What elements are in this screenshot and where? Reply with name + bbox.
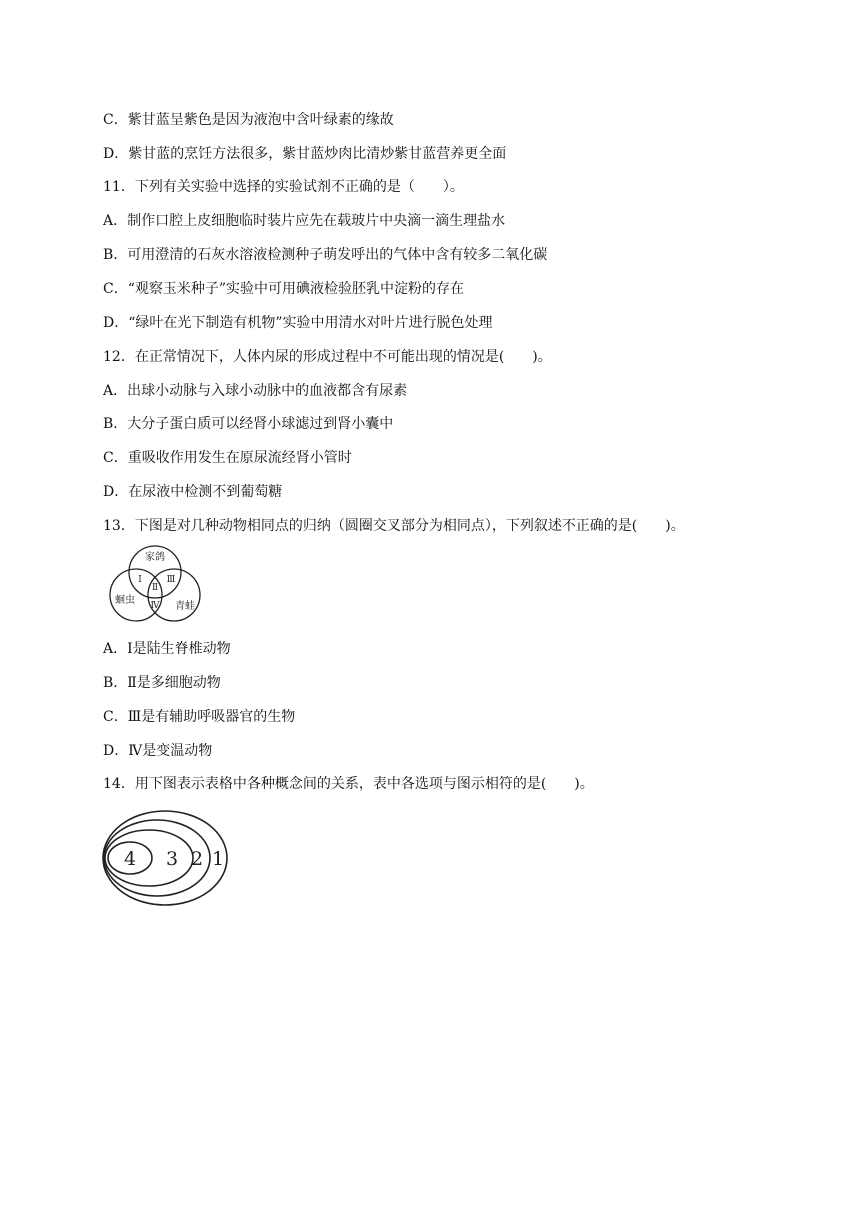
nested-label-1: 1: [211, 848, 225, 870]
question-14-stem: 14．用下图表示表格中各种概念间的关系，表中各选项与图示相符的是( )。: [103, 776, 594, 792]
venn-region-1: Ⅰ: [138, 575, 142, 585]
question-13-option-d: D．Ⅳ是变温动物: [103, 743, 213, 759]
nested-concept-diagram: [101, 808, 231, 908]
question-13-option-a: A．Ⅰ是陆生脊椎动物: [103, 641, 231, 657]
question-13-option-c: C．Ⅲ是有辅助呼吸器官的生物: [103, 709, 296, 725]
question-12-option-c: C．重吸收作用发生在原尿流经肾小管时: [103, 450, 352, 466]
question-11-option-c: C．“观察玉米种子”实验中可用碘液检验胚乳中淀粉的存在: [103, 281, 465, 297]
question-10-option-c: C．紫甘蓝呈紫色是因为液泡中含叶绿素的缘故: [103, 112, 394, 128]
question-11-option-d: D．“绿叶在光下制造有机物”实验中用清水对叶片进行脱色处理: [103, 315, 493, 331]
nested-label-2: 2: [190, 848, 204, 870]
question-12-stem: 12．在正常情况下，人体内尿的形成过程中不可能出现的情况是( )。: [103, 349, 552, 365]
question-11-stem: 11．下列有关实验中选择的实验试剂不正确的是（ ）。: [103, 179, 464, 195]
venn-label-roundworm: 蛔虫: [115, 595, 135, 606]
question-12-option-a: A．出球小动脉与入球小动脉中的血液都含有尿素: [103, 383, 408, 399]
question-10-option-d: D．紫甘蓝的烹饪方法很多，紫甘蓝炒肉比清炒紫甘蓝营养更全面: [103, 146, 507, 162]
nested-label-4: 4: [123, 848, 137, 870]
question-12-option-d: D．在尿液中检测不到葡萄糖: [103, 484, 283, 500]
nested-label-3: 3: [165, 848, 179, 870]
venn-label-frog: 青蛙: [175, 601, 195, 612]
venn-region-4: Ⅳ: [150, 601, 160, 611]
venn-region-2: Ⅱ: [151, 583, 159, 593]
venn-region-3: Ⅲ: [166, 575, 176, 585]
question-11-option-b: B．可用澄清的石灰水溶液检测种子萌发呼出的气体中含有较多二氧化碳: [103, 247, 548, 263]
venn-diagram: [103, 542, 203, 622]
venn-label-pigeon: 家鸽: [145, 552, 165, 563]
nested-ellipse-3: [105, 830, 193, 886]
question-13-option-b: B．Ⅱ是多细胞动物: [103, 675, 221, 691]
question-13-stem: 13．下图是对几种动物相同点的归纳（圆圈交叉部分为相同点），下列叙述不正确的是( )。: [103, 518, 685, 534]
question-12-option-b: B．大分子蛋白质可以经肾小球滤过到肾小囊中: [103, 416, 394, 432]
question-11-option-a: A．制作口腔上皮细胞临时装片应先在载玻片中央滴一滴生理盐水: [103, 213, 506, 229]
